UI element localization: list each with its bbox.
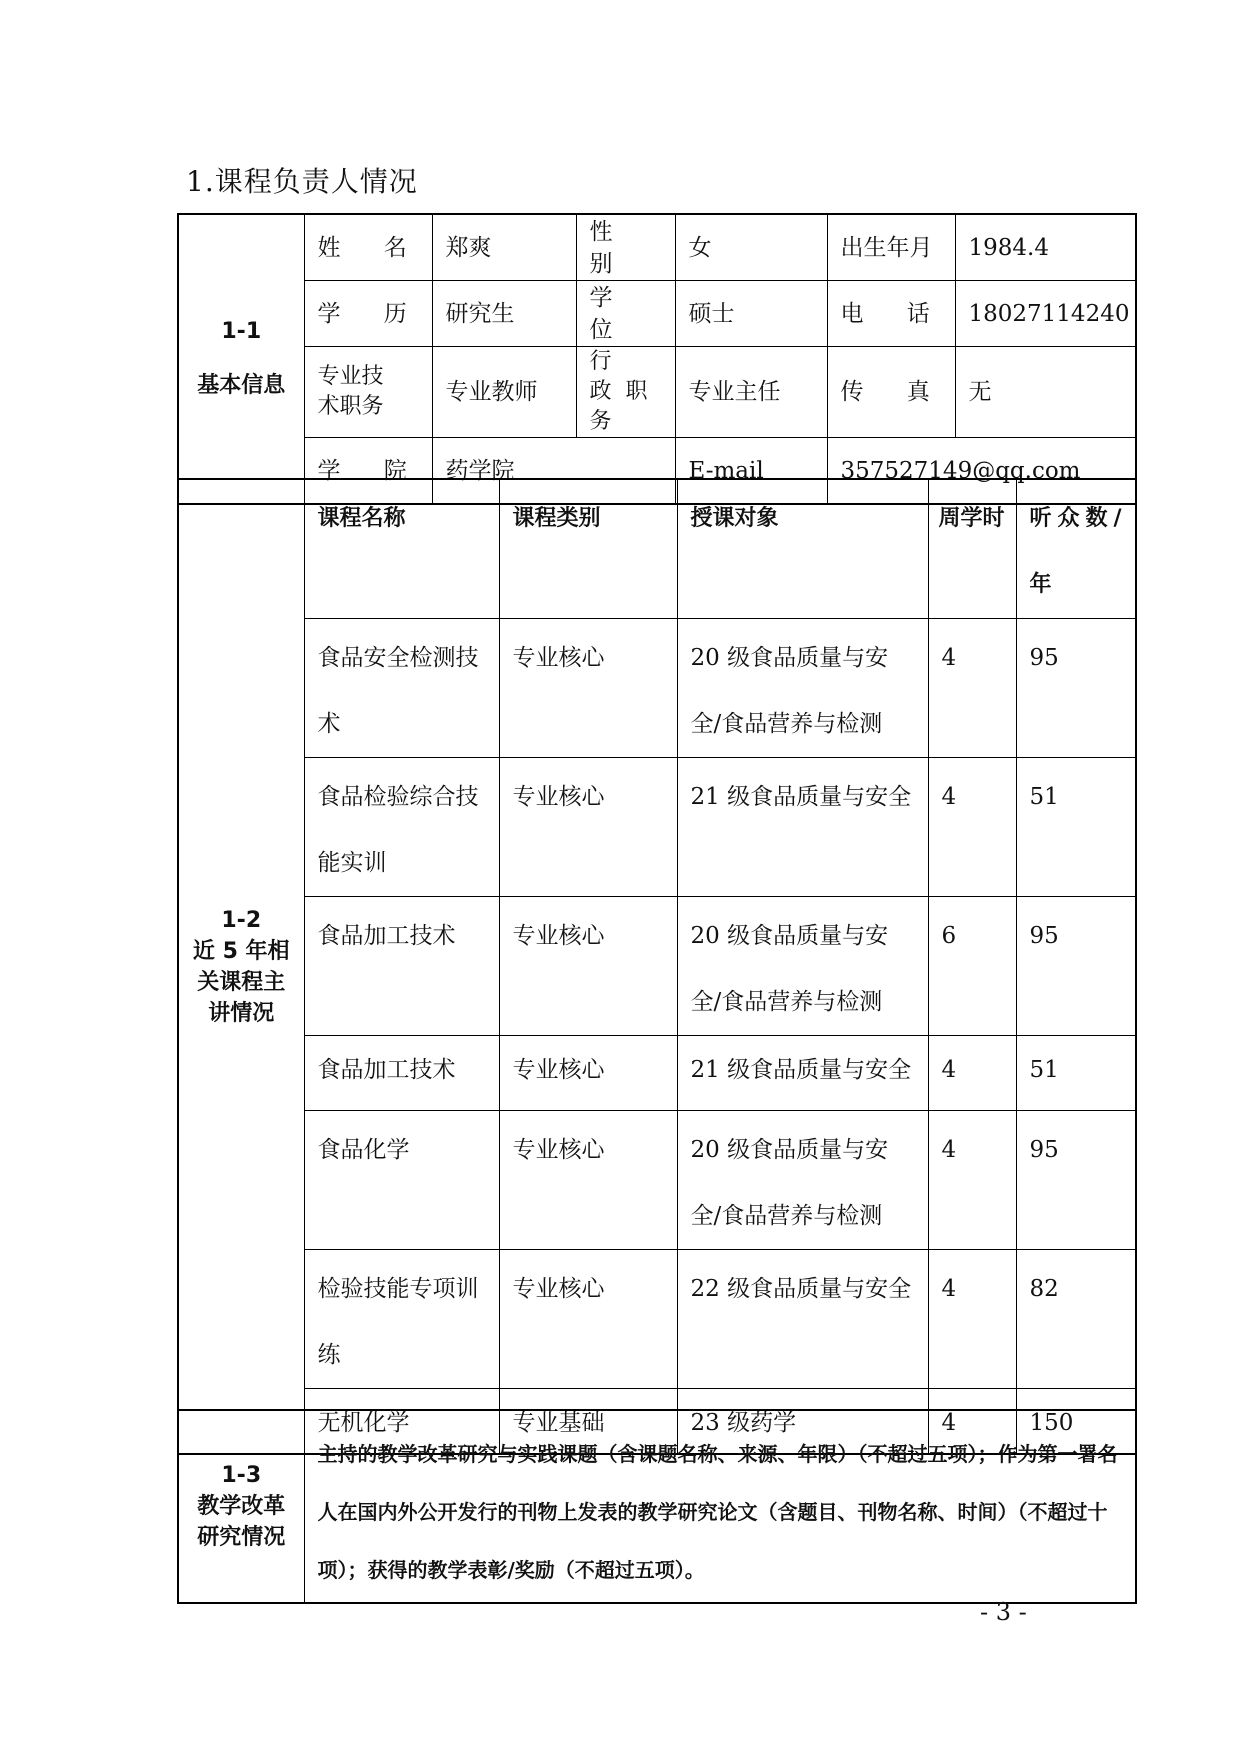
basic-info-header: 1-1 基本信息 — [178, 214, 304, 504]
reform-description: 主持的教学改革研究与实践课题（含课题名称、来源、年限）（不超过五项）；作为第一署名人在国内外公开发行的刊物上发表的教学研究论文（含题目、刊物名称、时间）（不超过十项）；获得的教学表彰/奖励（不超过五项）。 — [304, 1410, 1136, 1603]
table-row-hours: 6 — [928, 897, 1016, 1036]
table-row-type: 专业核心 — [499, 897, 677, 1036]
birth-value: 1984.4 — [955, 214, 1136, 281]
professional-title-value: 专业教师 — [432, 347, 576, 438]
gender-label: 性 别 — [576, 214, 675, 281]
name-value: 郑爽 — [432, 214, 576, 281]
fax-value: 无 — [955, 347, 1136, 438]
table-row-hours: 4 — [928, 619, 1016, 758]
phone-label: 电 话 — [827, 281, 955, 347]
table-row-target: 20 级食品质量与安全/食品营养与检测 — [677, 1111, 928, 1250]
education-label: 学 历 — [304, 281, 432, 347]
table-row-name: 食品加工技术 — [304, 897, 499, 1036]
phone-value: 18027114240 — [955, 281, 1136, 347]
col-audience: 听众数/年 — [1016, 479, 1136, 619]
section-title: 1.课程负责人情况 — [186, 165, 418, 198]
table-row-name: 食品安全检测技术 — [304, 619, 499, 758]
table-row-audience: 95 — [1016, 897, 1136, 1036]
college-value: 药学院 — [432, 438, 675, 505]
col-course-type: 课程类别 — [499, 479, 677, 619]
fax-label: 传 真 — [827, 347, 955, 438]
table-row-hours: 4 — [928, 1389, 1016, 1455]
col-course-name: 课程名称 — [304, 479, 499, 619]
table-row-name: 食品检验综合技能实训 — [304, 758, 499, 897]
email-label: E-mail — [675, 438, 827, 505]
table-row-target: 20 级食品质量与安全/食品营养与检测 — [677, 619, 928, 758]
name-label: 姓 名 — [304, 214, 432, 281]
table-row-name: 食品加工技术 — [304, 1036, 499, 1111]
table-row-target: 22 级食品质量与安全 — [677, 1250, 928, 1389]
table-row-target: 20 级食品质量与安全/食品营养与检测 — [677, 897, 928, 1036]
table-row-hours: 4 — [928, 1111, 1016, 1250]
birth-label: 出生年月 — [827, 214, 955, 281]
table-row-type: 专业基础 — [499, 1389, 677, 1455]
table-row-audience: 95 — [1016, 1111, 1136, 1250]
col-target: 授课对象 — [677, 479, 928, 619]
table-row-audience: 82 — [1016, 1250, 1136, 1389]
table-row-audience: 51 — [1016, 1036, 1136, 1111]
professional-title-label: 专业技术职务 — [304, 347, 432, 438]
degree-label: 学 位 — [576, 281, 675, 347]
table-row-name: 检验技能专项训练 — [304, 1250, 499, 1389]
admin-position-label: 行 政职 务 — [576, 347, 675, 438]
table-row-hours: 4 — [928, 1250, 1016, 1389]
table-row-target: 23 级药学 — [677, 1389, 928, 1455]
education-value: 研究生 — [432, 281, 576, 347]
table-row-type: 专业核心 — [499, 619, 677, 758]
table-row-target: 21 级食品质量与安全 — [677, 1036, 928, 1111]
courses-header: 1-2 近 5 年相 关课程主 讲情况 — [178, 479, 304, 1454]
table-row-hours: 4 — [928, 758, 1016, 897]
table-row-audience: 51 — [1016, 758, 1136, 897]
reform-table — [177, 1409, 1137, 1604]
table-row-type: 专业核心 — [499, 1036, 677, 1111]
table-row-type: 专业核心 — [499, 1250, 677, 1389]
table-row-target: 21 级食品质量与安全 — [677, 758, 928, 897]
admin-position-value: 专业主任 — [675, 347, 827, 438]
table-row-name: 无机化学 — [304, 1389, 499, 1455]
table-row-name: 食品化学 — [304, 1111, 499, 1250]
basic-info-table — [177, 213, 1137, 505]
email-value: 357527149@qq.com — [827, 438, 1136, 505]
table-row-audience: 95 — [1016, 619, 1136, 758]
table-row-hours: 4 — [928, 1036, 1016, 1111]
table-row-audience: 150 — [1016, 1389, 1136, 1455]
col-weekly-hours: 周学时 — [928, 479, 1016, 619]
table-row-type: 专业核心 — [499, 1111, 677, 1250]
degree-value: 硕士 — [675, 281, 827, 347]
college-label: 学 院 — [304, 438, 432, 505]
reform-header: 1-3 教学改革 研究情况 — [178, 1410, 304, 1603]
table-row-type: 专业核心 — [499, 758, 677, 897]
gender-value: 女 — [675, 214, 827, 281]
courses-table — [177, 478, 1137, 1455]
page-number: - 3 - — [980, 1598, 1027, 1626]
